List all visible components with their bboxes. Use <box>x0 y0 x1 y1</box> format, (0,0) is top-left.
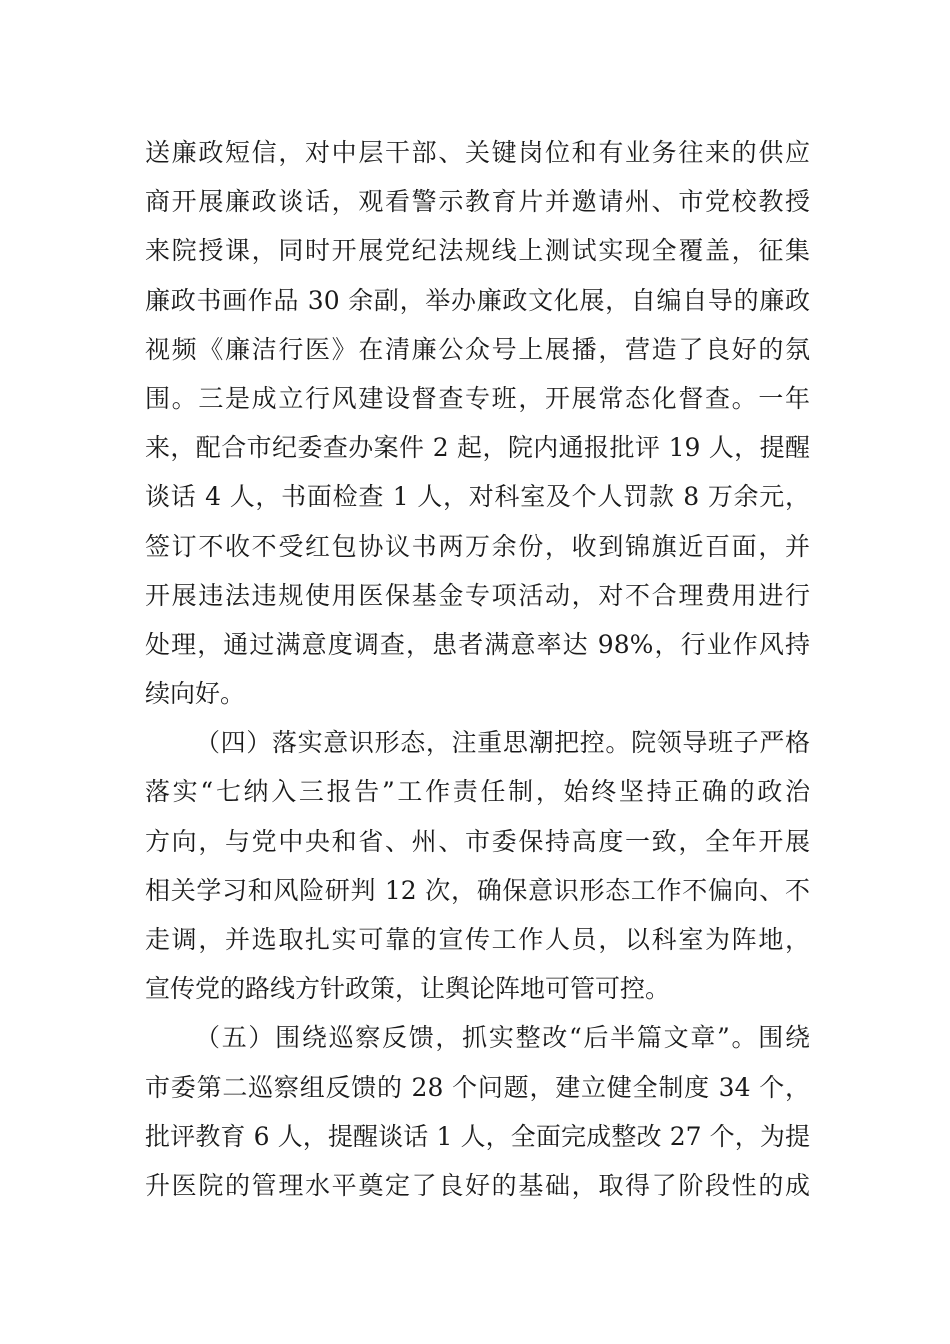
text-line: 谈话 4 人，书面检查 1 人，对科室及个人罚款 8 万余元， <box>145 482 810 512</box>
text-line: 续向好。 <box>145 679 246 709</box>
text-line: 送廉政短信，对中层干部、关键岗位和有业务往来的供应 <box>145 138 810 167</box>
text-line: 走调，并选取扎实可靠的宣传工作人员，以科室为阵地， <box>145 925 810 954</box>
text-line: 廉政书画作品 30 余副，举办廉政文化展，自编自导的廉政 <box>145 285 810 315</box>
paragraph-integrity-work <box>145 128 810 718</box>
text-line: 签订不收不受红包协议书两万余份，收到锦旗近百面，并 <box>145 531 810 561</box>
paragraph-ideology-work <box>145 718 810 1013</box>
text-line: 落实“七纳入三报告”工作责任制，始终坚持正确的政治 <box>145 777 810 807</box>
text-line: 视频《廉洁行医》在清廉公众号上展播，营造了良好的氛 <box>145 334 810 364</box>
text-line: 方向，与党中央和省、州、市委保持高度一致，全年开展 <box>145 826 810 856</box>
text-line: 来院授课，同时开展党纪法规线上测试实现全覆盖，征集 <box>145 236 810 266</box>
text-line: （五）围绕巡察反馈，抓实整改“后半篇文章”。围绕 <box>195 1023 810 1053</box>
text-line: 相关学习和风险研判 12 次，确保意识形态工作不偏向、不 <box>145 875 810 905</box>
text-line: 市委第二巡察组反馈的 28 个问题，建立健全制度 34 个， <box>145 1072 810 1102</box>
document-body <box>145 128 810 1210</box>
text-line: 商开展廉政谈话，观看警示教育片并邀请州、市党校教授 <box>145 187 810 217</box>
text-line: 处理，通过满意度调查，患者满意率达 98%，行业作风持 <box>145 629 810 659</box>
text-line: 来，配合市纪委查办案件 2 起，院内通报批评 19 人，提醒 <box>145 433 810 463</box>
text-line: 开展违法违规使用医保基金专项活动，对不合理费用进行 <box>145 580 810 610</box>
text-line: 批评教育 6 人，提醒谈话 1 人，全面完成整改 27 个，为提 <box>145 1121 810 1151</box>
text-line: 升医院的管理水平奠定了良好的基础，取得了阶段性的成 <box>145 1170 810 1200</box>
text-line: （四）落实意识形态，注重思潮把控。院领导班子严格 <box>195 728 810 758</box>
text-line: 宣传党的路线方针政策，让舆论阵地可管可控。 <box>145 974 671 1004</box>
paragraph-inspection-rectification <box>145 1013 810 1210</box>
text-line: 围。三是成立行风建设督查专班，开展常态化督查。一年 <box>145 383 810 413</box>
